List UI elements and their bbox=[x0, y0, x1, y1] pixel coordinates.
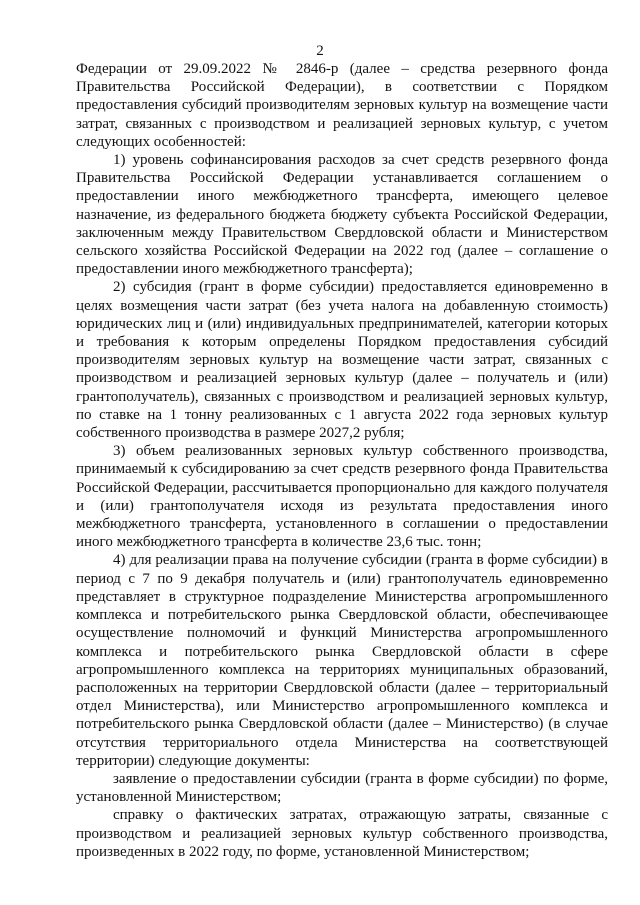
document-body bbox=[76, 60, 608, 861]
paragraph-continuation: Федерации от 29.09.2022 № 2846-р (далее – средства резервного фонда Правительства Российской Федерации), в соответствии с Порядком предоставления субсидий производителям зерновых культур на возмещение части затрат, связанных с производством и реализацией зерновых культур, с учетом следующих особенностей: bbox=[76, 61, 608, 150]
paragraph-document-cost-certificate: справку о фактических затратах, отражающую затраты, связанные с производством и реализацией зерновых культур собственного производства, произведенных в 2022 году, по форме, установленной Министерством; bbox=[76, 807, 608, 860]
paragraph-item-2: 2) субсидия (грант в форме субсидии) предоставляется единовременно в целях возмещения части затрат (без учета налога на добавленную стоимость) юридических лиц и (или) индивидуальных предпринимателей, категории которых и требования к которым определены Порядком предоставления субсидий производителям зерновых культур на возмещение части затрат, связанных с производством и реализацией зерновых культур (далее – получатель и (или) грантополучатель), связанных с производством и реализацией зерновых культур, по ставке на 1 тонну реализованных с 1 августа 2022 года зерновых культур собственного производства в размере 2027,2 рубля; bbox=[76, 279, 608, 442]
paragraph-item-4: 4) для реализации права на получение субсидии (гранта в форме субсидии) в период с 7 по 9 декабря получатель и (или) грантополучатель единовременно представляет в структурное подразделение Министерства агропромышленного комплекса и потребительского рынка Свердловской области, обеспечивающее осуществление полномочий и функций Министерства агропромышленного комплекса и потребительского рынка Свердловской области в сфере агропромышленного комплекса на территориях муниципальных образований, расположенных на территории Свердловской области (далее – территориальный отдел Министерства), или Министерство агропромышленного комплекса и потребительского рынка Свердловской области (далее – Министерство) (в случае отсутствия территориального отдела Министерства на соответствующей территории) следующие документы: bbox=[76, 552, 608, 769]
paragraph-document-application: заявление о предоставлении субсидии (гранта в форме субсидии) по форме, установленной Министерством; bbox=[76, 770, 608, 806]
paragraph-item-1: 1) уровень софинансирования расходов за счет средств резервного фонда Правительства Российской Федерации устанавливается соглашением о предоставлении иного межбюджетного трансферта, имеющего целевое назначение, из федерального бюджета бюджету субъекта Российской Федерации, заключенным между Правительством Свердловской области и Министерством сельского хозяйства Российской Федерации на 2022 год (далее – соглашение о предоставлении иного межбюджетного трансферта); bbox=[76, 152, 608, 278]
paragraph-item-3: 3) объем реализованных зерновых культур собственного производства, принимаемый к субсидированию за счет средств резервного фонда Правительства Российской Федерации, рассчитывается пропорционально для каждого получателя и (или) грантополучателя исходя из результата предоставления иного межбюджетного трансферта, установленного в соглашении о предоставлении иного межбюджетного трансферта в количестве 23,6 тыс. тонн; bbox=[76, 443, 608, 551]
page-number: 2 bbox=[316, 43, 324, 59]
